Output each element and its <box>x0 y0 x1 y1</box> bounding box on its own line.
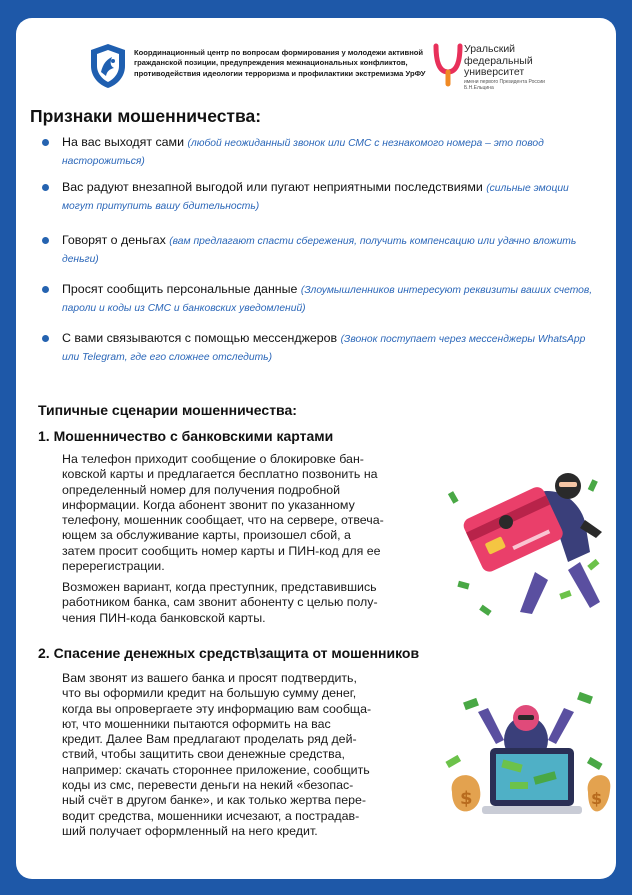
sign-note: (вам предлагают спасти сбережения, получить компенсацию или удачно вложить деньги) <box>62 236 577 265</box>
university-subtitle: имени первого Президента России Б.Н.Ельцина <box>464 79 545 91</box>
sign-text: Просят сообщить персональные данные <box>62 282 298 296</box>
bullet-icon <box>42 184 49 191</box>
bullet-icon <box>42 237 49 244</box>
scenario-1-title: 1. Мошенничество с банковскими картами <box>38 428 334 444</box>
list-item <box>38 134 598 170</box>
signs-title: Признаки мошенничества: <box>30 106 262 126</box>
list-item <box>38 179 598 215</box>
bullet-icon <box>42 286 49 293</box>
university-name: Уральский федеральный университет <box>464 43 533 78</box>
card-thief-illustration-icon <box>440 462 610 622</box>
poster-card <box>16 18 616 879</box>
sign-note: (сильные эмоции могут притупить вашу бдительность) <box>62 183 569 212</box>
svg-text:$: $ <box>460 788 473 809</box>
scenario-1-paragraph-1: На телефон приходит сообщение о блокировке бан- ковской карты и предлагается бесплатно позвонить на определенный номер для получения подробной информации. Когда абонент звонит по указанному телефону, мошенник сообщает, что на сервере, отвеча- ющем за обслуживание карты, произошел сбой, а затем просит сообщить номер карты и ПИН-код для ее перерегистрации. <box>62 452 384 574</box>
svg-text:$: $ <box>591 789 603 808</box>
scenario-1-paragraph-2: Возможен вариант, когда преступник, представившись работником банка, сам звонит абоненту с целью полу- чения ПИН-кода банковской карты. <box>62 580 378 625</box>
scenario-2-paragraph-1: Вам звонят из вашего банка и просят подтвердить, что вы оформили кредит на большую сумму денег, когда вы опровергаете эту информацию вам сообща- ют, что мошенники пытаются оформить на вас кредит. Далее Вам предлагают проделать ряд дей- ствий, чтобы защитить свои денежные средства, например: скачать стороннее приложение, сообщить коды из смс, перевести деньги на некий «безопас- ный счёт в другом банке», и как только жертва пере- водит средства, мошенники исчезают, а пострадав- ший получает оформленный на него кредит. <box>62 671 372 838</box>
sign-text: Вас радуют внезапной выгодой или пугают неприятными последствиями <box>62 180 483 194</box>
scenarios-title: Типичные сценарии мошенничества: <box>38 402 297 418</box>
sign-text: На вас выходят сами <box>62 135 185 149</box>
list-item <box>38 330 598 366</box>
list-item <box>38 232 598 268</box>
bullet-icon <box>42 139 49 146</box>
header <box>16 18 616 98</box>
sign-note: (Звонок поступает через мессенджеры WhatsApp или Telegram, где его сложнее отследить) <box>62 334 586 363</box>
shield-logo-icon <box>88 42 128 90</box>
list-item <box>38 281 598 317</box>
laptop-thief-illustration-icon <box>438 682 614 832</box>
sign-text: С вами связываются с помощью мессенджеров <box>62 331 338 345</box>
scenario-2-title: 2. Спасение денежных средств\защита от мошенников <box>38 645 420 661</box>
sign-text: Говорят о деньгах <box>62 233 166 247</box>
bullet-icon <box>42 335 49 342</box>
sign-note: (любой неожиданный звонок или СМС с незнакомого номера – это повод насторожиться) <box>62 138 544 167</box>
sign-note: (Злоумышленников интересуют реквизиты ваших счетов, пароли и коды из СМС и банковских уведомлений) <box>62 285 593 314</box>
urfu-logo-icon <box>428 42 468 88</box>
center-name: Координационный центр по вопросам формирования у молодежи активной гражданской позиции, предупреждения межнациональных конфликтов, противодействия идеологии терроризма и профилактики экстремизма УрФУ <box>134 48 426 78</box>
